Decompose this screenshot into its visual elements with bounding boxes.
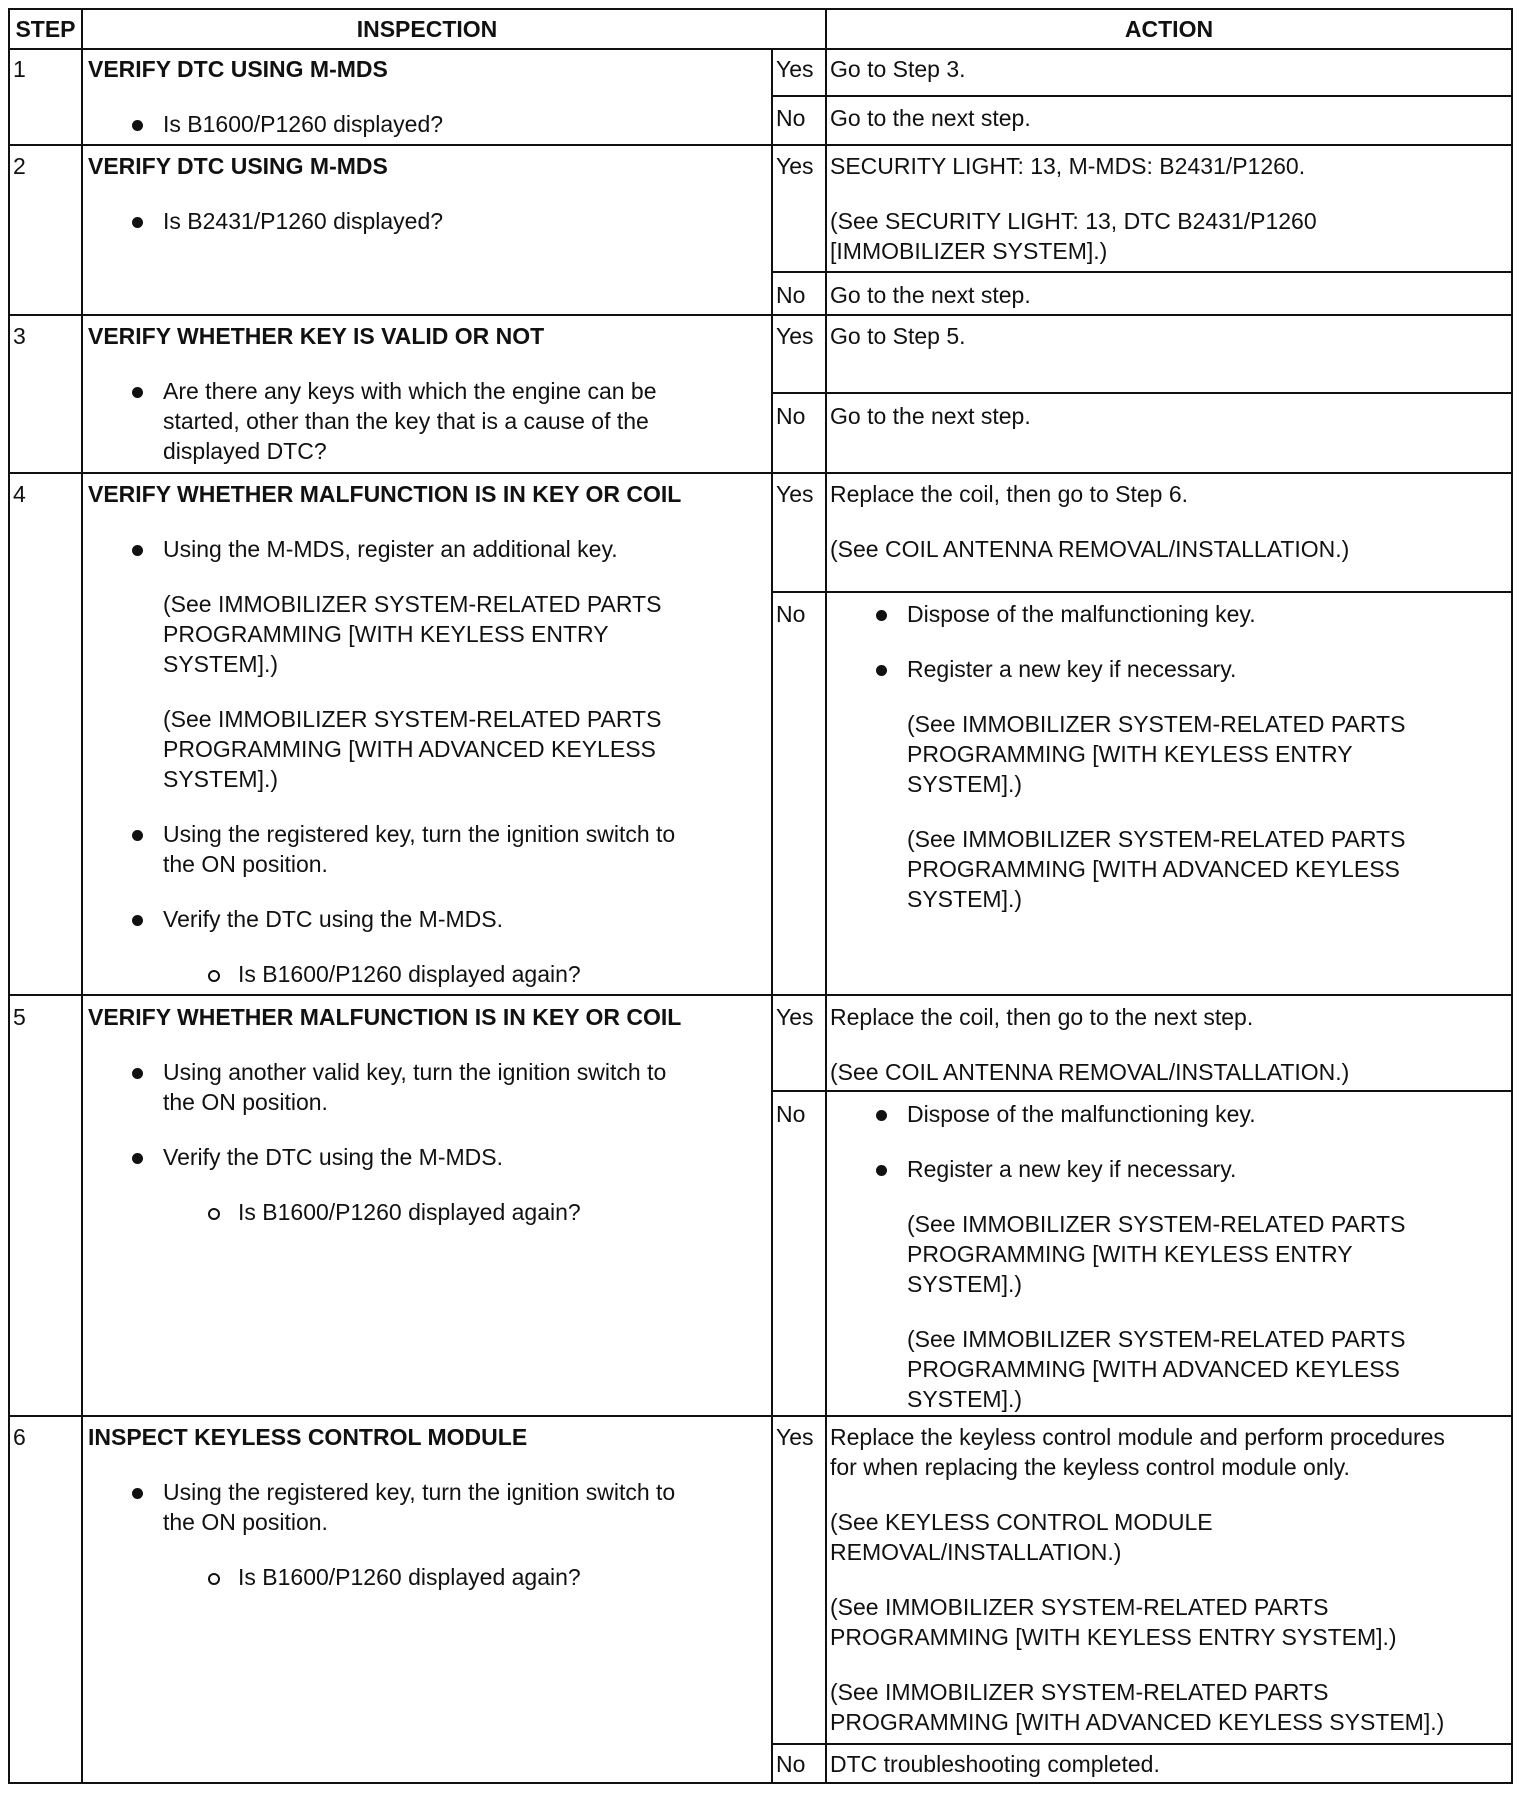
no-action: Register a new key if necessary. (907, 1156, 1237, 1182)
divider-yesno-action (825, 8, 827, 1784)
yes-reference: (See SECURITY LIGHT: 13, DTC B2431/P1260 (830, 208, 1317, 234)
no-label: No (776, 1751, 806, 1777)
header-action: ACTION (1124, 16, 1214, 42)
yes-action: Go to Step 5. (830, 323, 966, 349)
inspection-question: Is B1600/P1260 displayed again? (238, 1564, 581, 1590)
no-action: DTC troubleshooting completed. (830, 1751, 1160, 1777)
reference-text: PROGRAMMING [WITH KEYLESS ENTRY (163, 621, 609, 647)
yes-reference: PROGRAMMING [WITH ADVANCED KEYLESS SYSTEM].) (830, 1709, 1445, 1735)
no-action: Dispose of the malfunctioning key. (907, 1101, 1256, 1127)
step-number: 3 (13, 323, 26, 349)
yes-label: Yes (776, 323, 814, 349)
reference-text: SYSTEM].) (907, 771, 1023, 797)
bullet-icon (132, 120, 143, 131)
no-action: Register a new key if necessary. (907, 656, 1237, 682)
reference-text: (See IMMOBILIZER SYSTEM-RELATED PARTS (907, 1211, 1406, 1237)
inspection-question: Is B1600/P1260 displayed again? (238, 961, 581, 987)
reference-text: PROGRAMMING [WITH ADVANCED KEYLESS (907, 856, 1400, 882)
reference-text: (See IMMOBILIZER SYSTEM-RELATED PARTS (907, 826, 1406, 852)
header-step: STEP (15, 16, 76, 42)
yes-reference: (See KEYLESS CONTROL MODULE (830, 1509, 1213, 1535)
bullet-icon (132, 1068, 143, 1079)
yes-label: Yes (776, 153, 814, 179)
yes-label: Yes (776, 1424, 814, 1450)
reference-text: PROGRAMMING [WITH KEYLESS ENTRY (907, 1241, 1353, 1267)
no-label: No (776, 403, 806, 429)
inspection-step: the ON position. (163, 1089, 328, 1115)
reference-text: PROGRAMMING [WITH ADVANCED KEYLESS (163, 736, 656, 762)
reference-text: PROGRAMMING [WITH KEYLESS ENTRY (907, 741, 1353, 767)
yes-action: Replace the keyless control module and perform procedures (830, 1424, 1445, 1450)
yes-action: SECURITY LIGHT: 13, M-MDS: B2431/P1260. (830, 153, 1306, 179)
header-inspection: INSPECTION (356, 16, 498, 42)
inspection-question: Is B2431/P1260 displayed? (163, 208, 444, 234)
inspection-step: Using the registered key, turn the ignition switch to (163, 1479, 676, 1505)
yes-action: Replace the coil, then go to Step 6. (830, 481, 1189, 507)
yes-reference: PROGRAMMING [WITH KEYLESS ENTRY SYSTEM].) (830, 1624, 1397, 1650)
reference-text: SYSTEM].) (163, 766, 279, 792)
yes-label: Yes (776, 1004, 814, 1030)
header-divider (8, 48, 1513, 50)
reference-text: (See IMMOBILIZER SYSTEM-RELATED PARTS (907, 711, 1406, 737)
yes-no-divider (771, 1743, 1513, 1745)
no-label: No (776, 105, 806, 131)
bullet-icon (132, 915, 143, 926)
bullet-icon (876, 610, 887, 621)
inspection-step: Using the M-MDS, register an additional key. (163, 536, 618, 562)
no-label: No (776, 601, 806, 627)
reference-text: SYSTEM].) (163, 651, 279, 677)
inspection-title: VERIFY WHETHER KEY IS VALID OR NOT (88, 323, 545, 349)
no-label: No (776, 282, 806, 308)
yes-label: Yes (776, 56, 814, 82)
row-divider (8, 472, 1513, 474)
inspection-question: Is B1600/P1260 displayed again? (238, 1199, 581, 1225)
yes-action: Replace the coil, then go to the next step. (830, 1004, 1254, 1030)
yes-action: Go to Step 3. (830, 56, 966, 82)
step-number: 5 (13, 1004, 26, 1030)
yes-reference: (See IMMOBILIZER SYSTEM-RELATED PARTS (830, 1679, 1329, 1705)
inspection-title: VERIFY WHETHER MALFUNCTION IS IN KEY OR COIL (88, 1004, 682, 1030)
row-divider (8, 1415, 1513, 1417)
inspection-step: Using another valid key, turn the ignition switch to (163, 1059, 667, 1085)
reference-text: SYSTEM].) (907, 886, 1023, 912)
yes-action: for when replacing the keyless control module only. (830, 1454, 1350, 1480)
inspection-title: VERIFY DTC USING M-MDS (88, 153, 388, 179)
row-divider (8, 144, 1513, 146)
reference-text: (See IMMOBILIZER SYSTEM-RELATED PARTS (163, 706, 662, 732)
table-border-right (1511, 8, 1513, 1784)
troubleshooting-table (8, 8, 1513, 1784)
table-border-top (8, 8, 1513, 10)
no-action: Go to the next step. (830, 105, 1031, 131)
bullet-icon (132, 830, 143, 841)
bullet-icon (876, 1110, 887, 1121)
yes-no-divider (771, 95, 1513, 97)
inspection-step: Verify the DTC using the M-MDS. (163, 1144, 503, 1170)
yes-reference: [IMMOBILIZER SYSTEM].) (830, 238, 1108, 264)
step-number: 6 (13, 1424, 26, 1450)
yes-no-divider (771, 1090, 1513, 1092)
sub-bullet-icon (208, 1573, 220, 1585)
reference-text: SYSTEM].) (907, 1386, 1023, 1412)
yes-label: Yes (776, 481, 814, 507)
bullet-icon (876, 665, 887, 676)
reference-text: (See IMMOBILIZER SYSTEM-RELATED PARTS (163, 591, 662, 617)
yes-reference: (See COIL ANTENNA REMOVAL/INSTALLATION.) (830, 536, 1350, 562)
yes-no-divider (771, 591, 1513, 593)
no-action: Go to the next step. (830, 403, 1031, 429)
reference-text: (See IMMOBILIZER SYSTEM-RELATED PARTS (907, 1326, 1406, 1352)
inspection-step: the ON position. (163, 1509, 328, 1535)
sub-bullet-icon (208, 970, 220, 982)
sub-bullet-icon (208, 1208, 220, 1220)
row-divider (8, 994, 1513, 996)
bullet-icon (132, 545, 143, 556)
yes-reference: (See COIL ANTENNA REMOVAL/INSTALLATION.) (830, 1059, 1350, 1085)
divider-step-inspection (81, 8, 83, 1784)
no-action: Dispose of the malfunctioning key. (907, 601, 1256, 627)
inspection-question: started, other than the key that is a cause of the (163, 408, 649, 434)
no-action: Go to the next step. (830, 282, 1031, 308)
row-divider (8, 314, 1513, 316)
inspection-title: INSPECT KEYLESS CONTROL MODULE (88, 1424, 528, 1450)
inspection-question: Is B1600/P1260 displayed? (163, 111, 444, 137)
bullet-icon (132, 1153, 143, 1164)
bullet-icon (132, 387, 143, 398)
inspection-question: displayed DTC? (163, 438, 327, 464)
table-border-bottom (8, 1782, 1513, 1784)
yes-no-divider (771, 392, 1513, 394)
bullet-icon (876, 1165, 887, 1176)
inspection-step: the ON position. (163, 851, 328, 877)
divider-inspection-yesno (771, 48, 773, 1784)
yes-reference: REMOVAL/INSTALLATION.) (830, 1539, 1122, 1565)
inspection-step: Using the registered key, turn the ignition switch to (163, 821, 676, 847)
table-border-left (8, 8, 10, 1784)
yes-reference: (See IMMOBILIZER SYSTEM-RELATED PARTS (830, 1594, 1329, 1620)
inspection-title: VERIFY DTC USING M-MDS (88, 56, 388, 82)
yes-no-divider (771, 271, 1513, 273)
inspection-title: VERIFY WHETHER MALFUNCTION IS IN KEY OR COIL (88, 481, 682, 507)
inspection-step: Verify the DTC using the M-MDS. (163, 906, 503, 932)
step-number: 2 (13, 153, 26, 179)
reference-text: SYSTEM].) (907, 1271, 1023, 1297)
bullet-icon (132, 1488, 143, 1499)
inspection-question: Are there any keys with which the engine can be (163, 378, 657, 404)
step-number: 4 (13, 481, 26, 507)
reference-text: PROGRAMMING [WITH ADVANCED KEYLESS (907, 1356, 1400, 1382)
step-number: 1 (13, 56, 26, 82)
bullet-icon (132, 217, 143, 228)
no-label: No (776, 1101, 806, 1127)
